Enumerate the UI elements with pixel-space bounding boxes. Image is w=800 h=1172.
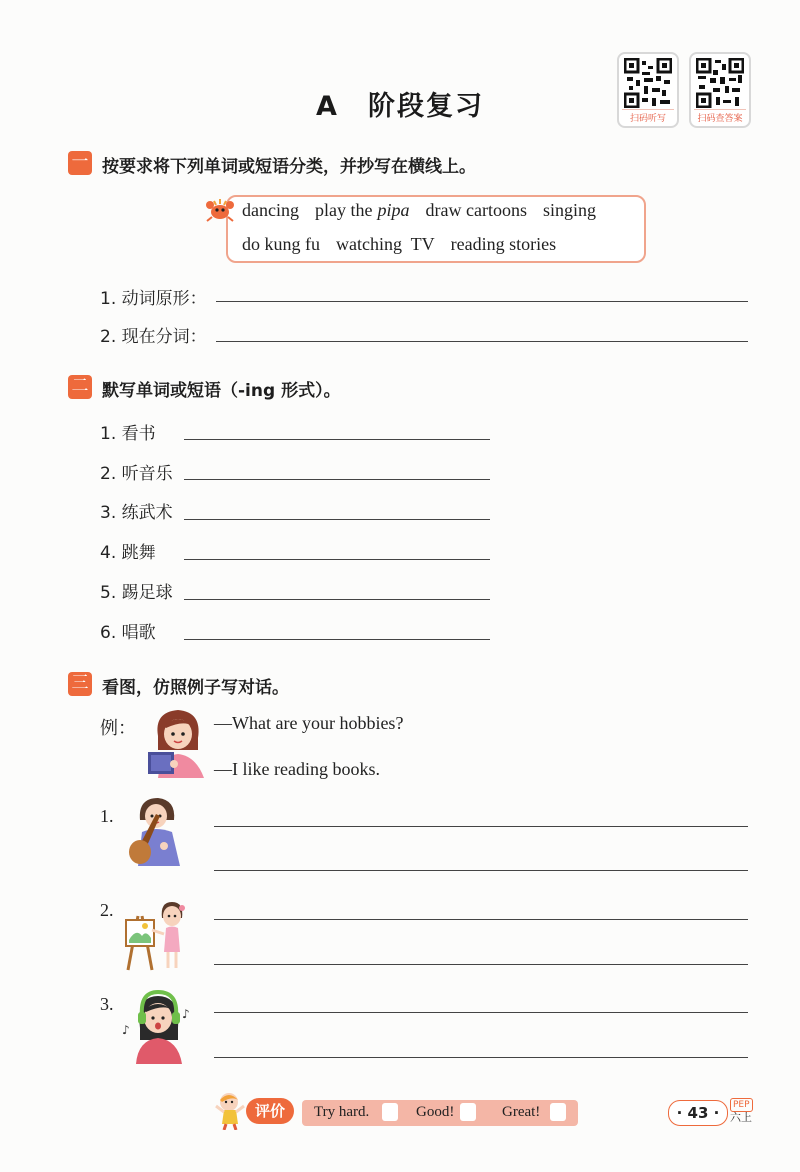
word-dancing: dancing — [242, 200, 299, 220]
girl-playing-pipa-icon — [126, 794, 188, 866]
svg-text:♪: ♪ — [182, 1007, 190, 1021]
pep-label: PEP — [730, 1098, 753, 1112]
s3-item-3-line-2[interactable] — [214, 1057, 748, 1058]
s2-item-4-label: 4. 跳舞 — [100, 543, 156, 563]
example-question: —What are your hobbies? — [214, 713, 404, 733]
s3-item-1-number: 1. — [100, 806, 114, 826]
s1-answer-line-2[interactable] — [216, 341, 748, 342]
qr-code-icon — [624, 58, 672, 108]
section-1-badge: 一 — [68, 151, 92, 175]
qr-listen-label: 扫码听写 — [622, 109, 674, 124]
s2-answer-line-1[interactable] — [184, 439, 490, 440]
s1-item-2-label: 2. 现在分词： — [100, 327, 207, 347]
s3-item-2-number: 2. — [100, 900, 114, 920]
eval-good-label: Good! — [416, 1104, 455, 1120]
eval-label: 评价 — [246, 1098, 294, 1124]
eval-try-hard-label: Try hard. — [314, 1104, 370, 1120]
crab-icon — [204, 197, 236, 223]
s2-item-5-label: 5. 踢足球 — [100, 583, 173, 603]
word-play-the: play the — [314, 200, 373, 220]
eval-try-hard-checkbox[interactable] — [382, 1103, 398, 1121]
s3-item-3-number: 3. — [100, 994, 114, 1014]
s2-item-3-label: 3. 练武术 — [100, 503, 173, 523]
s2-item-6-label: 6. 唱歌 — [100, 623, 156, 643]
word-singing: singing — [542, 200, 596, 220]
s3-item-1-line-1[interactable] — [214, 826, 748, 827]
page-title: A 阶段复习 — [316, 91, 484, 122]
s3-item-1-line-2[interactable] — [214, 870, 748, 871]
word-reading-stories: reading stories — [450, 234, 557, 254]
s2-answer-line-6[interactable] — [184, 639, 490, 640]
section-3-badge: 三 — [68, 672, 92, 696]
girl-reading-book-icon — [144, 706, 212, 778]
s1-answer-line-1[interactable] — [216, 301, 748, 302]
s3-item-2-line-2[interactable] — [214, 964, 748, 965]
s2-item-2-label: 2. 听音乐 — [100, 464, 173, 484]
mascot-icon — [212, 1090, 246, 1130]
eval-great-label: Great! — [502, 1104, 541, 1120]
evaluation-bar — [302, 1100, 578, 1126]
s1-item-1-label: 1. 动词原形： — [100, 289, 207, 309]
page-number: · 43 · — [668, 1100, 728, 1126]
s2-answer-line-4[interactable] — [184, 559, 490, 560]
s3-item-2-line-1[interactable] — [214, 919, 748, 920]
section-1-title: 按要求将下列单词或短语分类，并抄写在横线上。 — [102, 157, 476, 177]
svg-text:♪: ♪ — [122, 1023, 130, 1037]
qr-code-icon — [696, 58, 744, 108]
word-watching-tv: watching TV — [336, 234, 435, 254]
word-pipa: pipa — [377, 200, 410, 220]
section-2-badge: 二 — [68, 375, 92, 399]
s2-item-1-label: 1. 看书 — [100, 424, 156, 444]
eval-great-checkbox[interactable] — [550, 1103, 566, 1121]
word-draw-cartoons: draw cartoons — [425, 200, 527, 220]
s2-answer-line-2[interactable] — [184, 479, 490, 480]
example-label: 例： — [100, 718, 136, 738]
qr-answers-card[interactable] — [689, 52, 751, 128]
s2-answer-line-5[interactable] — [184, 599, 490, 600]
word-bank-row-1 — [242, 200, 612, 221]
section-3-title: 看图，仿照例子写对话。 — [102, 678, 289, 698]
eval-good-checkbox[interactable] — [460, 1103, 476, 1121]
grade-tag — [730, 1098, 753, 1124]
qr-answers-label: 扫码查答案 — [694, 109, 746, 124]
section-2-title: 默写单词或短语（-ing 形式）。 — [102, 381, 341, 401]
s2-answer-line-3[interactable] — [184, 519, 490, 520]
girl-painting-icon — [120, 896, 192, 972]
word-do-kung-fu: do kung fu — [242, 234, 320, 254]
girl-singing-headphones-icon — [120, 988, 192, 1064]
example-answer: —I like reading books. — [214, 759, 380, 779]
qr-listen-card[interactable] — [617, 52, 679, 128]
grade-label: 六上 — [730, 1111, 752, 1124]
s3-item-3-line-1[interactable] — [214, 1012, 748, 1013]
word-bank-row-2 — [242, 234, 572, 255]
